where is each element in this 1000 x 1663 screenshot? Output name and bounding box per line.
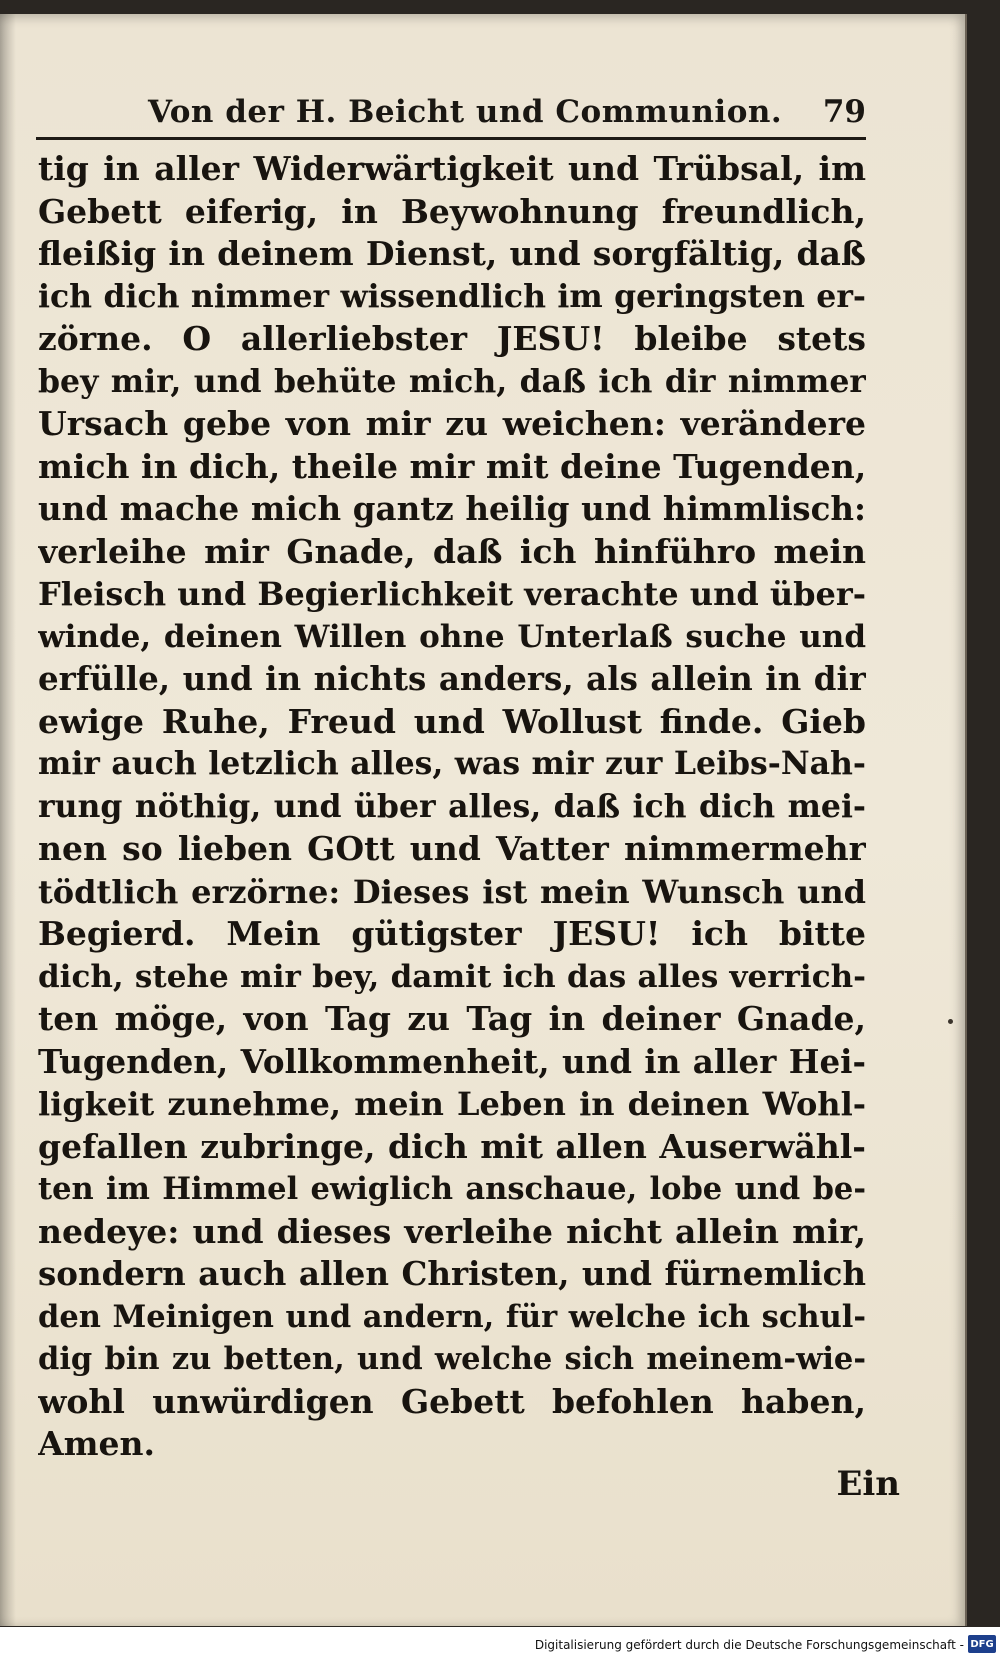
text-line: ich dich nimmer wissendlich im geringsten er- bbox=[38, 277, 866, 315]
dfg-logo: DFG bbox=[968, 1635, 996, 1653]
text-line: nedeye: und dieses verleihe nicht allein mir, bbox=[38, 1211, 866, 1251]
running-head-title: Von der H. Beicht und Communion. bbox=[148, 94, 783, 130]
text-line: tig in aller Widerwärtigkeit und Trübsal, im bbox=[38, 149, 866, 188]
text-line: mir auch letzlich alles, was mir zur Leibs-Nah- bbox=[38, 745, 866, 782]
text-line: sondern auch allen Christen, und fürnemlich bbox=[38, 1254, 866, 1293]
text-line: Gebett eiferig, in Beywohnung freundlich, bbox=[38, 191, 866, 231]
text-line: rung nöthig, und über alles, daß ich dich mei- bbox=[38, 787, 866, 825]
text-line: ten möge, von Tag zu Tag in deiner Gnade, bbox=[38, 999, 866, 1038]
catchword: Ein bbox=[836, 1464, 900, 1504]
text-line: Amen. bbox=[38, 1424, 155, 1463]
text-line: winde, deinen Willen ohne Unterlaß suche und bbox=[38, 618, 866, 655]
text-line: dich, stehe mir bey, damit ich das alles verrich- bbox=[38, 958, 866, 995]
text-line: den Meinigen und andern, für welche ich schul- bbox=[38, 1298, 866, 1335]
text-line: ligkeit zunehme, mein Leben in deinen Wohl- bbox=[38, 1085, 866, 1123]
page-gutter-shadow bbox=[0, 14, 16, 1626]
text-line: erfülle, und in nichts anders, als allein in dir bbox=[38, 659, 866, 698]
header-rule bbox=[36, 137, 866, 140]
text-line: mich in dich, theile mir mit deine Tugenden, bbox=[38, 446, 866, 486]
digitization-footer bbox=[0, 1627, 1000, 1663]
body-text bbox=[38, 148, 866, 1466]
text-line: ewige Ruhe, Freud und Wollust finde. Gieb bbox=[38, 701, 866, 741]
text-line: verleihe mir Gnade, daß ich hinführo mein bbox=[38, 531, 866, 571]
text-line: Fleisch und Begierlichkeit verachte und über- bbox=[38, 575, 866, 613]
text-line: bey mir, und behüte mich, daß ich dir nimmer bbox=[38, 362, 866, 400]
text-line: wohl unwürdigen Gebett befohlen haben, bbox=[38, 1381, 866, 1421]
text-line: Ursach gebe von mir zu weichen: verändere bbox=[38, 404, 866, 443]
ink-speck bbox=[948, 1019, 953, 1024]
text-line: Begierd. Mein gütigster JESU! ich bitte bbox=[38, 914, 866, 953]
text-line: gefallen zubringe, dich mit allen Auserwähl- bbox=[38, 1126, 866, 1166]
text-line: dig bin zu betten, und welche sich meinem-wie- bbox=[38, 1341, 866, 1377]
text-line: fleißig in deinem Dienst, und sorgfältig, daß bbox=[38, 234, 866, 273]
text-line: nen so lieben GOtt und Vatter nimmermehr bbox=[38, 829, 866, 868]
footer-credit: Digitalisierung gefördert durch die Deutsche Forschungsgemeinschaft - bbox=[534, 1638, 964, 1652]
text-line: und mache mich gantz heilig und himmlisch: bbox=[38, 489, 866, 528]
page-number: 79 bbox=[822, 94, 866, 130]
text-line: zörne. O allerliebster JESU! bleibe stets bbox=[38, 319, 866, 358]
text-line: ten im Himmel ewiglich anschaue, lobe und be- bbox=[38, 1171, 866, 1207]
running-head bbox=[36, 94, 866, 136]
text-line: tödtlich erzörne: Dieses ist mein Wunsch und bbox=[38, 872, 866, 911]
text-line: Tugenden, Vollkommenheit, und in aller Hei- bbox=[38, 1041, 866, 1081]
